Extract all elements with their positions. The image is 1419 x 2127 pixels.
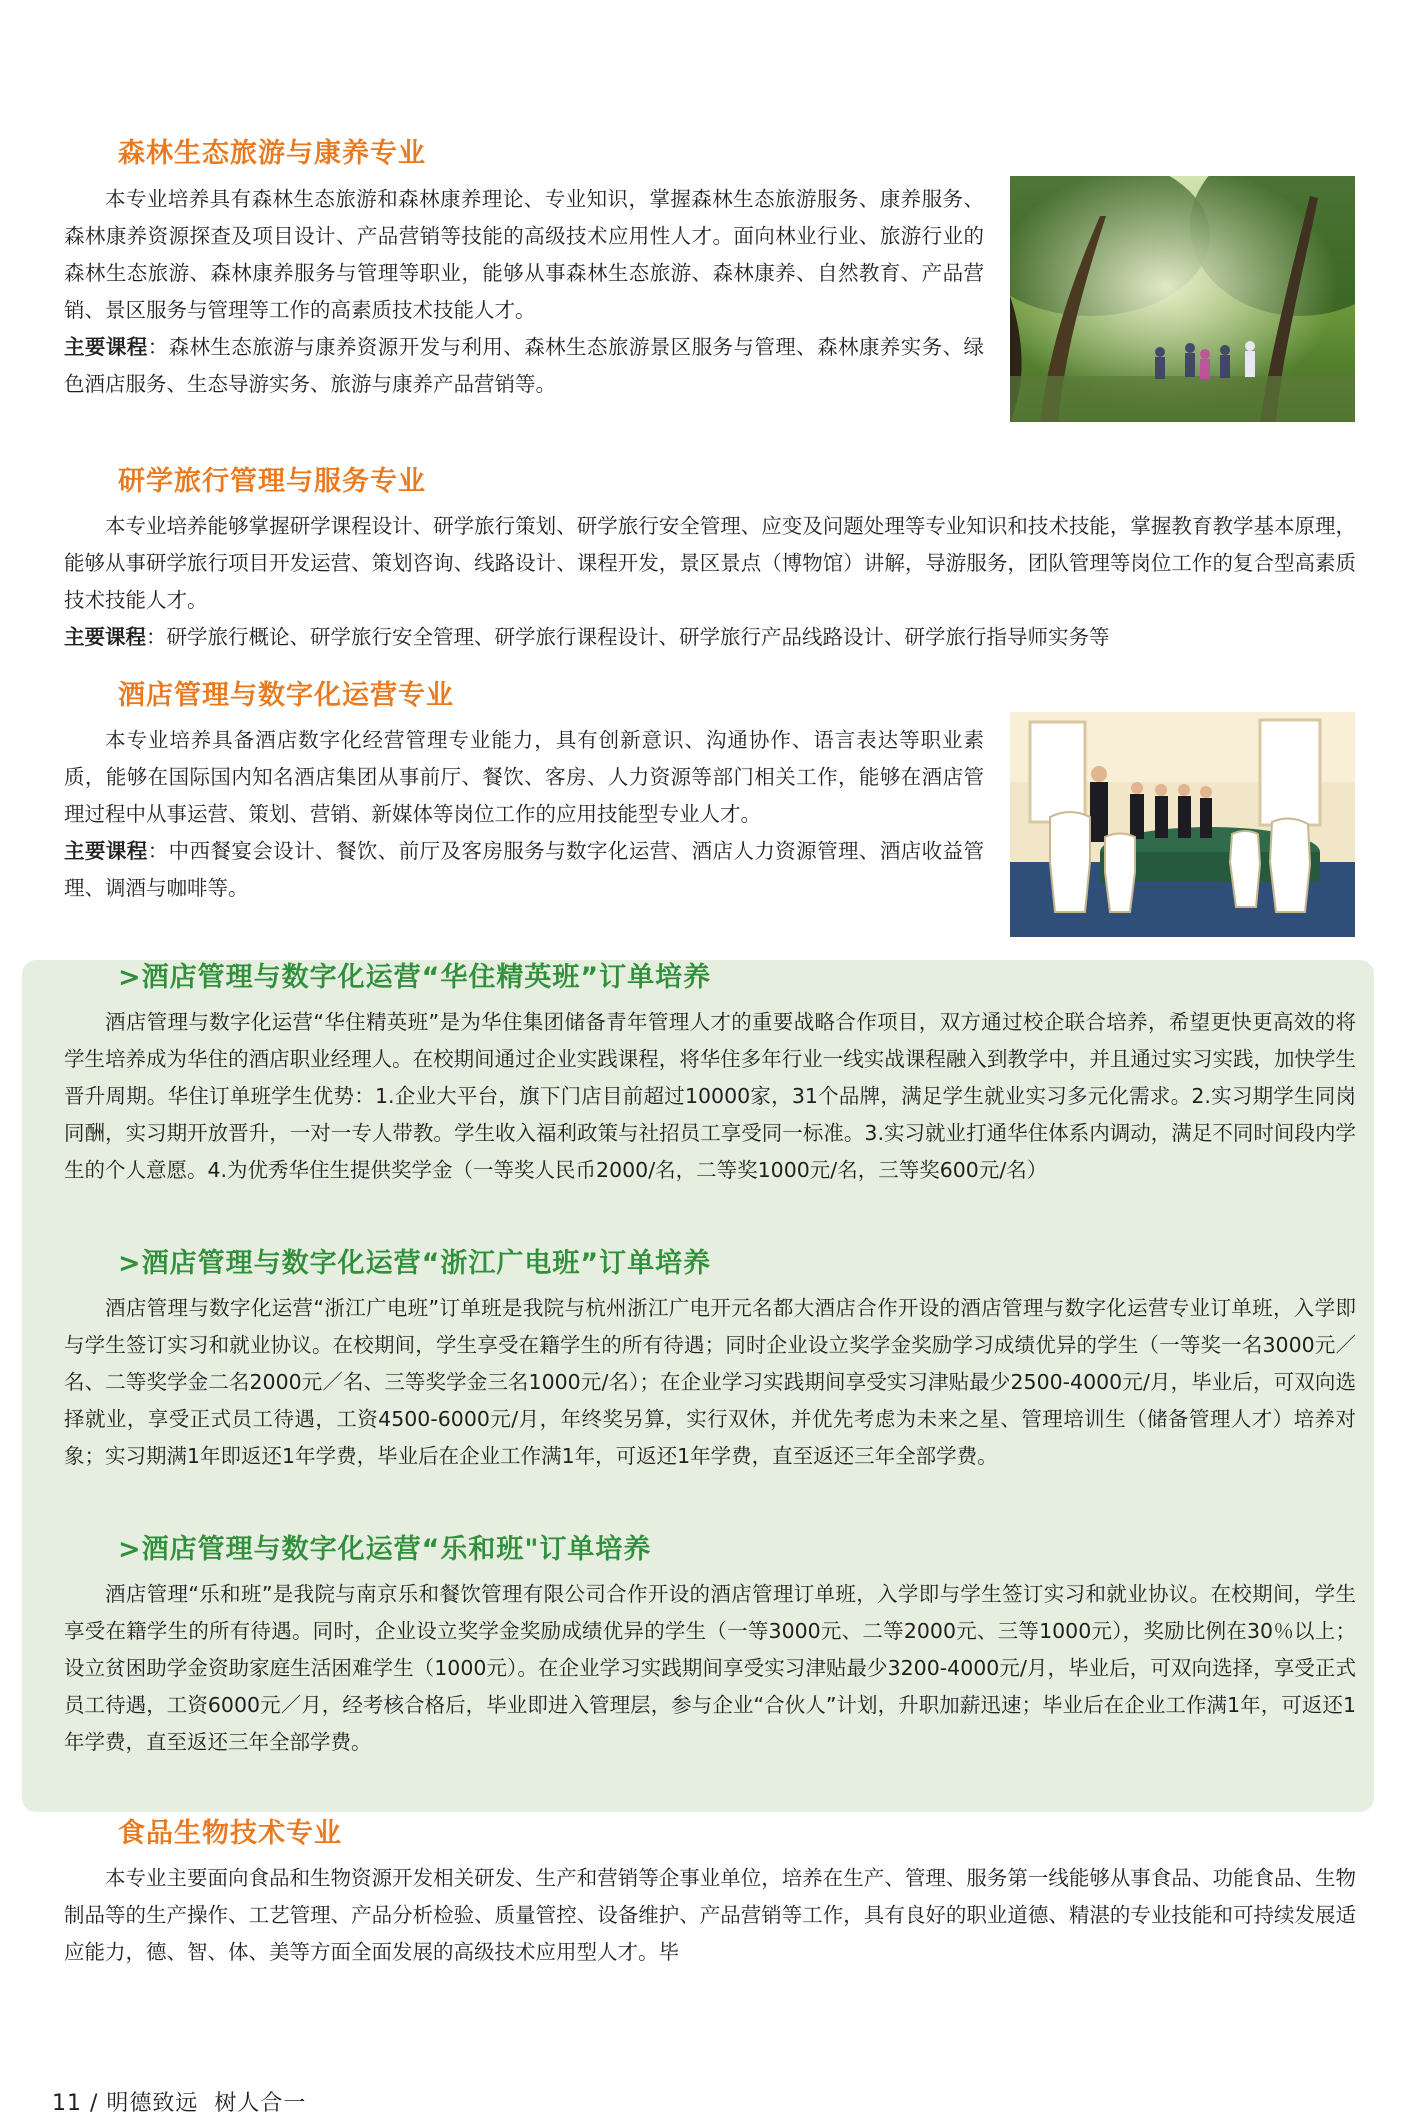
courses-hotel: ：中西餐宴会设计、餐饮、前厅及客房服务与数字化运营、酒店人力资源管理、酒店收益管理、调酒与咖啡等。 <box>64 839 985 900</box>
order-title-zhejiang: >酒店管理与数字化运营“浙江广电班”订单培养 <box>118 1248 712 1279</box>
hotel-photo <box>1010 712 1355 937</box>
section-body-forest: 本专业培养具有森林生态旅游和森林康养理论、专业知识，掌握森林生态旅游服务、康养服务、森林康养资源探查及项目设计、产品营销等技能的高级技术应用性人才。面向林业行业、旅游行业的森林生态旅游、森林康养服务与管理等职业，能够从事森林生态旅游、森林康养、自然教育、产品营销、景区服务与管理等工作的高素质技术技能人才。 主要课程：森林生态旅游与康养资源开发与利用、森林生态旅游景区服务与管理、森林康养实务、绿色酒店服务、生态导游实务、旅游与康养产品营销等。 <box>64 187 985 396</box>
section-title-food: 食品生物技术专业 <box>118 1818 342 1849</box>
courses-study-tour: ：研学旅行概论、研学旅行安全管理、研学旅行课程设计、研学旅行产品线路设计、研学旅行指导师实务等 <box>146 625 1110 649</box>
section-title-hotel: 酒店管理与数字化运营专业 <box>118 680 454 711</box>
section-body-food: 本专业主要面向食品和生物资源开发相关研发、生产和营销等企事业单位，培养在生产、管理、服务第一线能够从事食品、功能食品、生物制品等的生产操作、工艺管理、产品分析检验、质量管控、设备维护、产品营销等工作，具有良好的职业道德、精湛的专业技能和可持续发展适应能力，德、智、体、美等方面全面发展的高级技术应用型人才。毕 <box>64 1866 1356 1964</box>
order-body-lehe: 酒店管理“乐和班”是我院与南京乐和餐饮管理有限公司合作开设的酒店管理订单班，入学即与学生签订实习和就业协议。在校期间，学生享受在籍学生的所有待遇。同时，企业设立奖学金奖励成绩优异的学生（一等3000元、二等2000元、三等1000元），奖励比例在30％以上；设立贫困助学金资助家庭生活困难学生（1000元）。在企业学习实践期间享受实习津贴最少3200-4000元/月，毕业后，可双向选择，享受正式员工待遇，工资6000元／月，经考核合格后，毕业即进入管理层，参与企业“合伙人”计划，升职加薪迅速；毕业后在企业工作满1年，可返还1年学费，直至返还三年全部学费。 <box>64 1582 1356 1754</box>
footer-slogan: 明德致远 树人合一 <box>106 2091 307 2116</box>
footer-separator: / <box>90 2091 99 2116</box>
course-label-forest: 主要课程 <box>64 335 148 359</box>
page-number: 11 <box>52 2091 82 2116</box>
page-footer <box>52 2086 306 2117</box>
course-label-hotel: 主要课程 <box>64 839 148 863</box>
section-title-forest: 森林生态旅游与康养专业 <box>118 138 426 169</box>
section-title-study-tour: 研学旅行管理与服务专业 <box>118 466 426 497</box>
course-label-study-tour: 主要课程 <box>64 625 146 649</box>
order-title-huazhu: >酒店管理与数字化运营“华住精英班”订单培养 <box>118 962 712 993</box>
order-body-zhejiang: 酒店管理与数字化运营“浙江广电班”订单班是我院与杭州浙江广电开元名都大酒店合作开设的酒店管理与数字化运营专业订单班，入学即与学生签订实习和就业协议。在校期间，学生享受在籍学生的所有待遇；同时企业设立奖学金奖励学习成绩优异的学生（一等奖一名3000元／名、二等奖学金二名2000元／名、三等奖学金三名1000元/名）；在企业学习实践期间享受实习津贴最少2500-4000元/月，毕业后，可双向选择就业，享受正式员工待遇，工资4500-6000元/月，年终奖另算，实行双休，并优先考虑为未来之星、管理培训生（储备管理人才）培养对象；实习期满1年即返还1年学费，毕业后在企业工作满1年，可返还1年学费，直至返还三年全部学费。 <box>64 1296 1356 1468</box>
section-body-study-tour: 本专业培养能够掌握研学课程设计、研学旅行策划、研学旅行安全管理、应变及问题处理等专业知识和技术技能，掌握教育教学基本原理，能够从事研学旅行项目开发运营、策划咨询、线路设计、课程开发，景区景点（博物馆）讲解，导游服务，团队管理等岗位工作的复合型高素质技术技能人才。 主要课程：研学旅行概论、研学旅行安全管理、研学旅行课程设计、研学旅行产品线路设计、研学旅行指导师实务等 <box>64 514 1356 649</box>
courses-forest: ：森林生态旅游与康养资源开发与利用、森林生态旅游景区服务与管理、森林康养实务、绿色酒店服务、生态导游实务、旅游与康养产品营销等。 <box>64 335 985 396</box>
forest-photo <box>1010 176 1355 422</box>
section-body-hotel: 本专业培养具备酒店数字化经营管理专业能力，具有创新意识、沟通协作、语言表达等职业素质，能够在国际国内知名酒店集团从事前厅、餐饮、客房、人力资源等部门相关工作，能够在酒店管理过程中从事运营、策划、营销、新媒体等岗位工作的应用技能型专业人才。 主要课程：中西餐宴会设计、餐饮、前厅及客房服务与数字化运营、酒店人力资源管理、酒店收益管理、调酒与咖啡等。 <box>64 728 985 900</box>
order-body-huazhu: 酒店管理与数字化运营“华住精英班”是为华住集团储备青年管理人才的重要战略合作项目，双方通过校企联合培养，希望更快更高效的将学生培养成为华住的酒店职业经理人。在校期间通过企业实践课程，将华住多年行业一线实战课程融入到教学中，并且通过实习实践，加快学生晋升周期。华住订单班学生优势：1.企业大平台，旗下门店目前超过10000家，31个品牌，满足学生就业实习多元化需求。2.实习期学生同岗同酬，实习期开放晋升，一对一专人带教。学生收入福利政策与社招员工享受同一标准。3.实习就业打通华住体系内调动，满足不同时间段内学生的个人意愿。4.为优秀华住生提供奖学金（一等奖人民币2000/名，二等奖1000元/名，三等奖600元/名） <box>64 1010 1356 1182</box>
order-title-lehe: >酒店管理与数字化运营“乐和班"订单培养 <box>118 1534 652 1565</box>
